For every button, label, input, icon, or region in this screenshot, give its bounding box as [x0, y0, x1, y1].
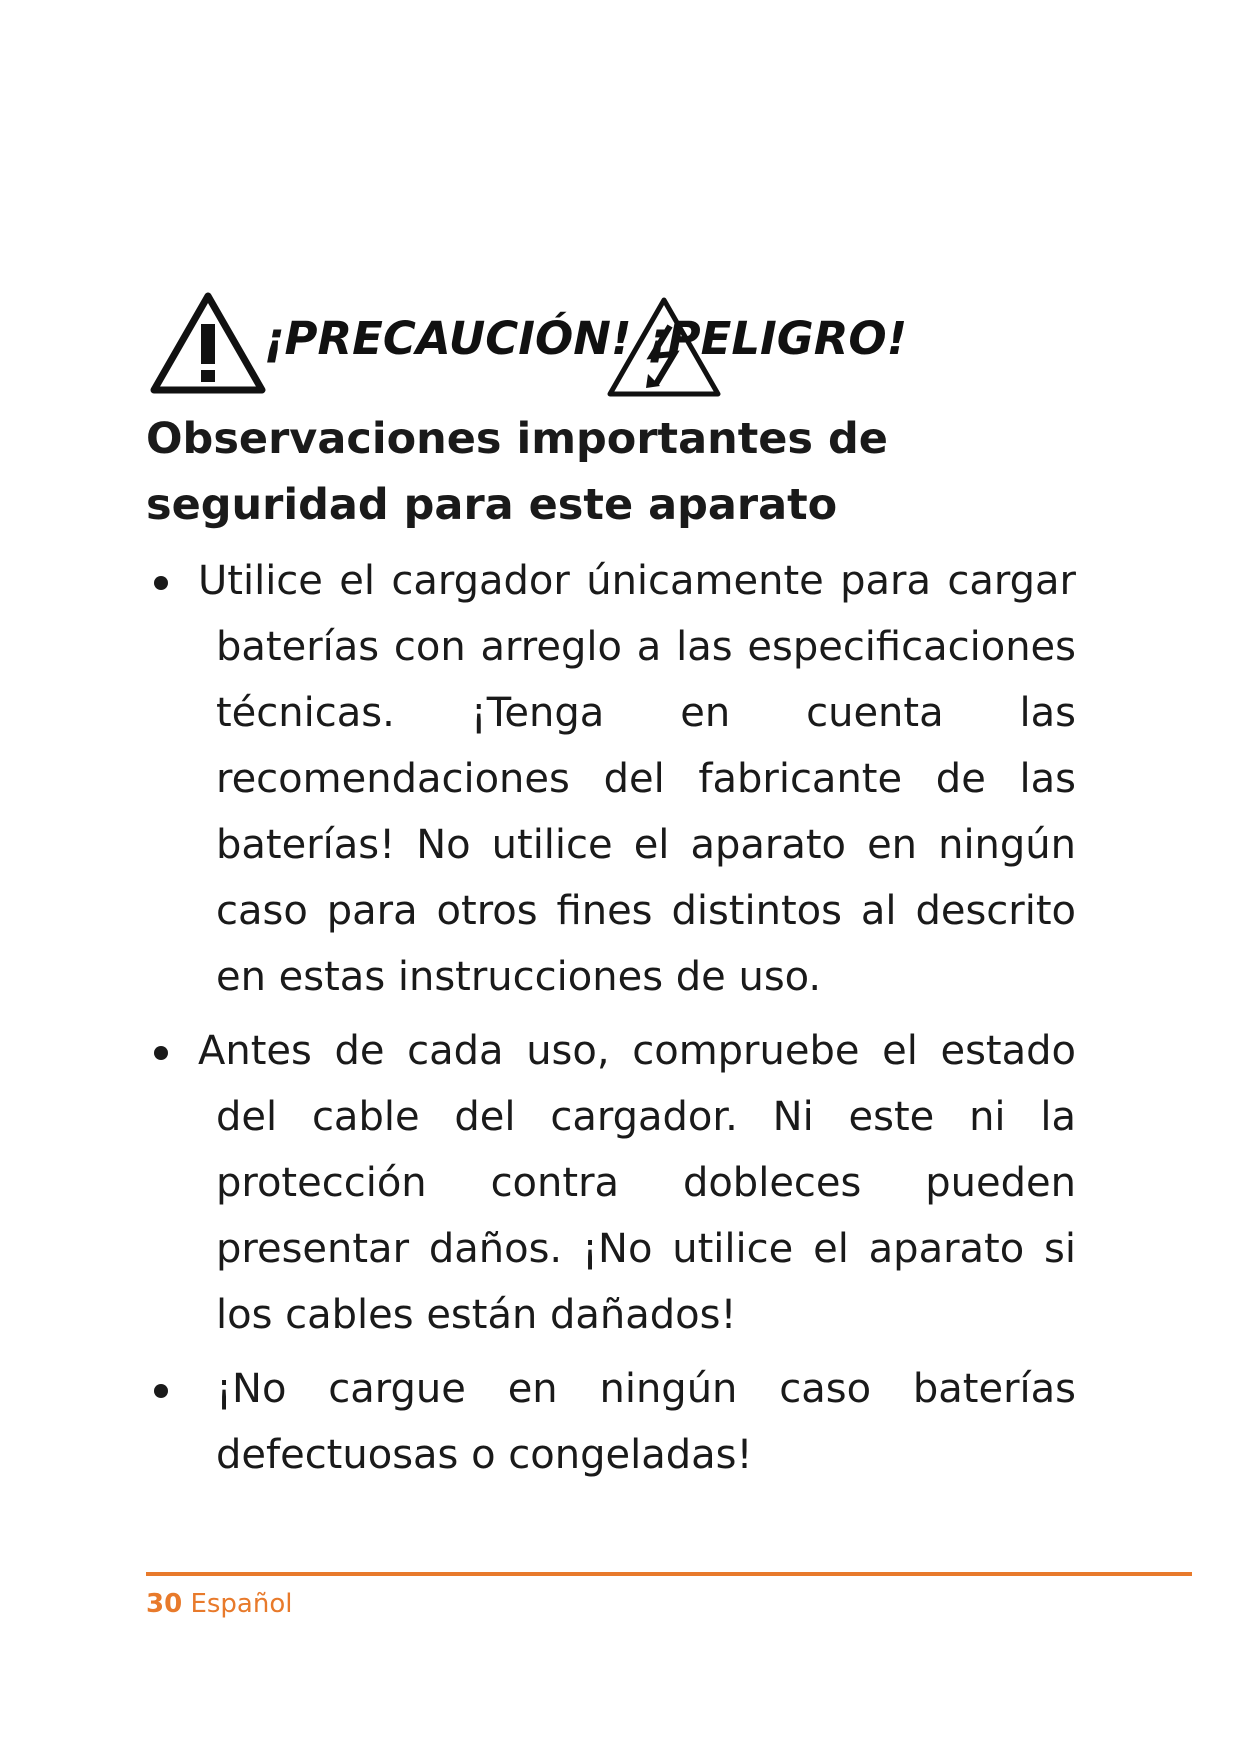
page-footer — [146, 1586, 292, 1622]
footer-language: Español — [190, 1589, 293, 1619]
bullet-icon — [154, 1384, 168, 1398]
list-item — [146, 1018, 1076, 1348]
bullet-icon — [154, 576, 168, 590]
list-item — [146, 1356, 1076, 1488]
warning-electric-icon — [604, 294, 724, 400]
list-item — [146, 548, 1076, 1010]
warning-exclamation-icon — [148, 290, 268, 396]
list-item-text: ¡No cargue en ningún caso baterías defectuosas o congeladas! — [216, 1366, 1076, 1478]
section-title: Observaciones importantes de seguridad para este aparato — [146, 414, 888, 530]
page-number: 30 — [146, 1589, 183, 1619]
bullet-icon — [154, 1046, 168, 1060]
list-item-text: Antes de cada uso, compruebe el estado del cable del cargador. Ni este ni la protección contra dobleces pueden presentar daños. ¡No utilice el aparato si los cables están dañados! — [198, 1028, 1076, 1338]
warning-header — [148, 290, 908, 400]
safety-list — [146, 548, 1076, 1496]
list-item-text: Utilice el cargador únicamente para cargar baterías con arreglo a las especificaciones técnicas. ¡Tenga en cuenta las recomendaciones del fabricante de las baterías! No utilice el aparato en ningún caso para otros fines distintos al descrito en estas instrucciones de uso. — [198, 558, 1076, 1000]
warning-title: ¡PRECAUCIÓN! ¡PELIGRO! — [264, 312, 908, 365]
footer-divider — [146, 1572, 1192, 1576]
